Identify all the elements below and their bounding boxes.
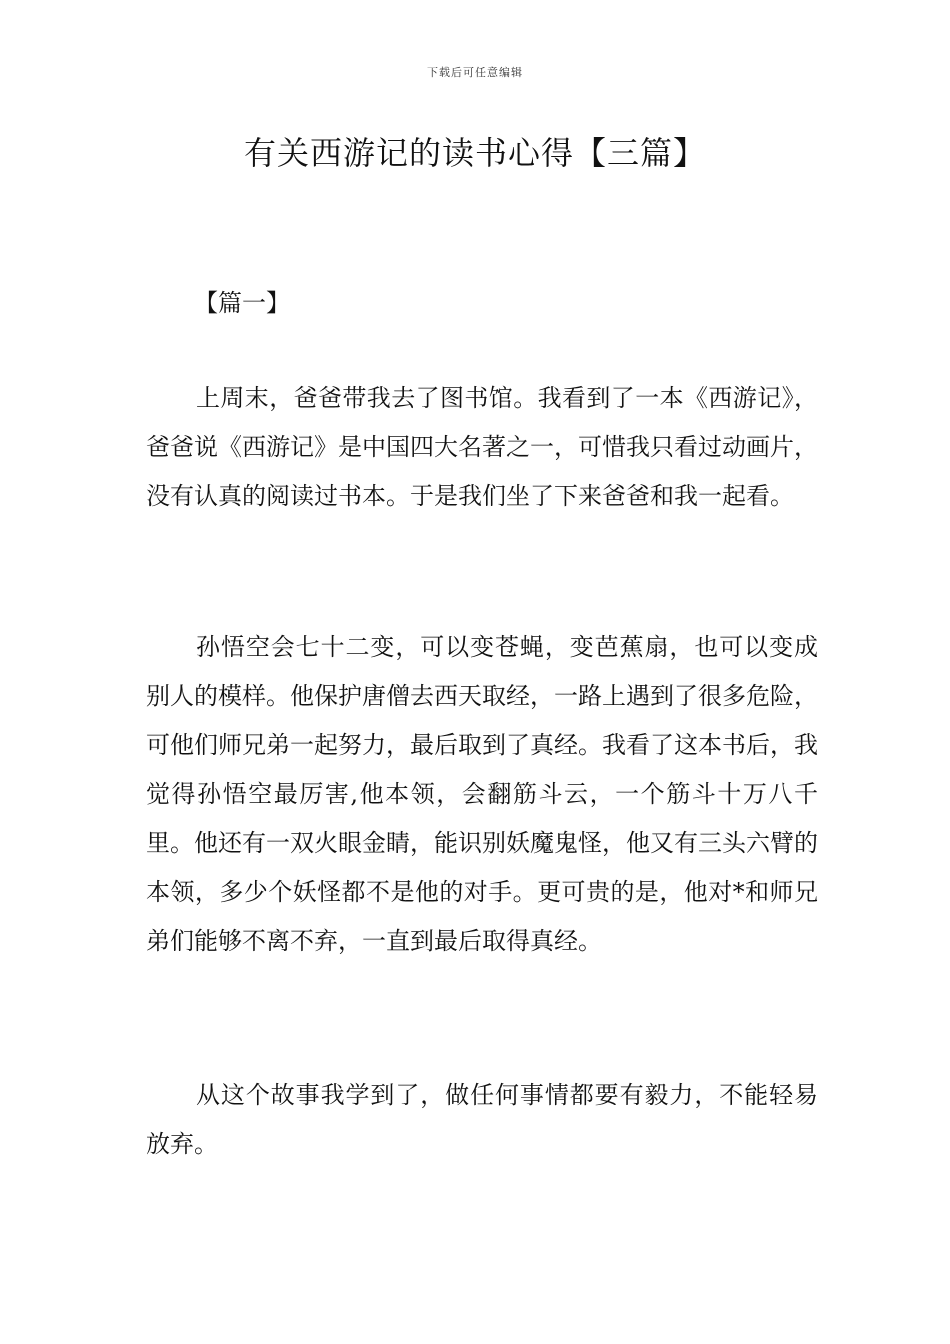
- paragraph-2: 孙悟空会七十二变，可以变苍蝇，变芭蕉扇，也可以变成别人的模样。他保护唐僧去西天取经，一路上遇到了很多危险，可他们师兄弟一起努力，最后取到了真经。我看了这本书后，我觉得孙悟空最厉害,他本领，会翻筋斗云，一个筋斗十万八千里。他还有一双火眼金睛，能识别妖魔鬼怪，他又有三头六臂的本领，多少个妖怪都不是他的对手。更可贵的是，他对*和师兄弟们能够不离不弃，一直到最后取得真经。: [146, 633, 818, 955]
- document-title: 有关西游记的读书心得【三篇】: [243, 134, 706, 172]
- paragraph-1: 上周末，爸爸带我去了图书馆。我看到了一本《西游记》，爸爸说《西游记》是中国四大名著之一，可惜我只看过动画片，没有认真的阅读过书本。于是我们坐了下来爸爸和我一起看。: [146, 384, 818, 510]
- paragraph-3: 从这个故事我学到了，做任何事情都要有毅力，不能轻易放弃。: [146, 1081, 818, 1158]
- header-note: 下载后可任意编辑: [427, 66, 523, 79]
- section-heading: 【篇一】: [194, 289, 290, 317]
